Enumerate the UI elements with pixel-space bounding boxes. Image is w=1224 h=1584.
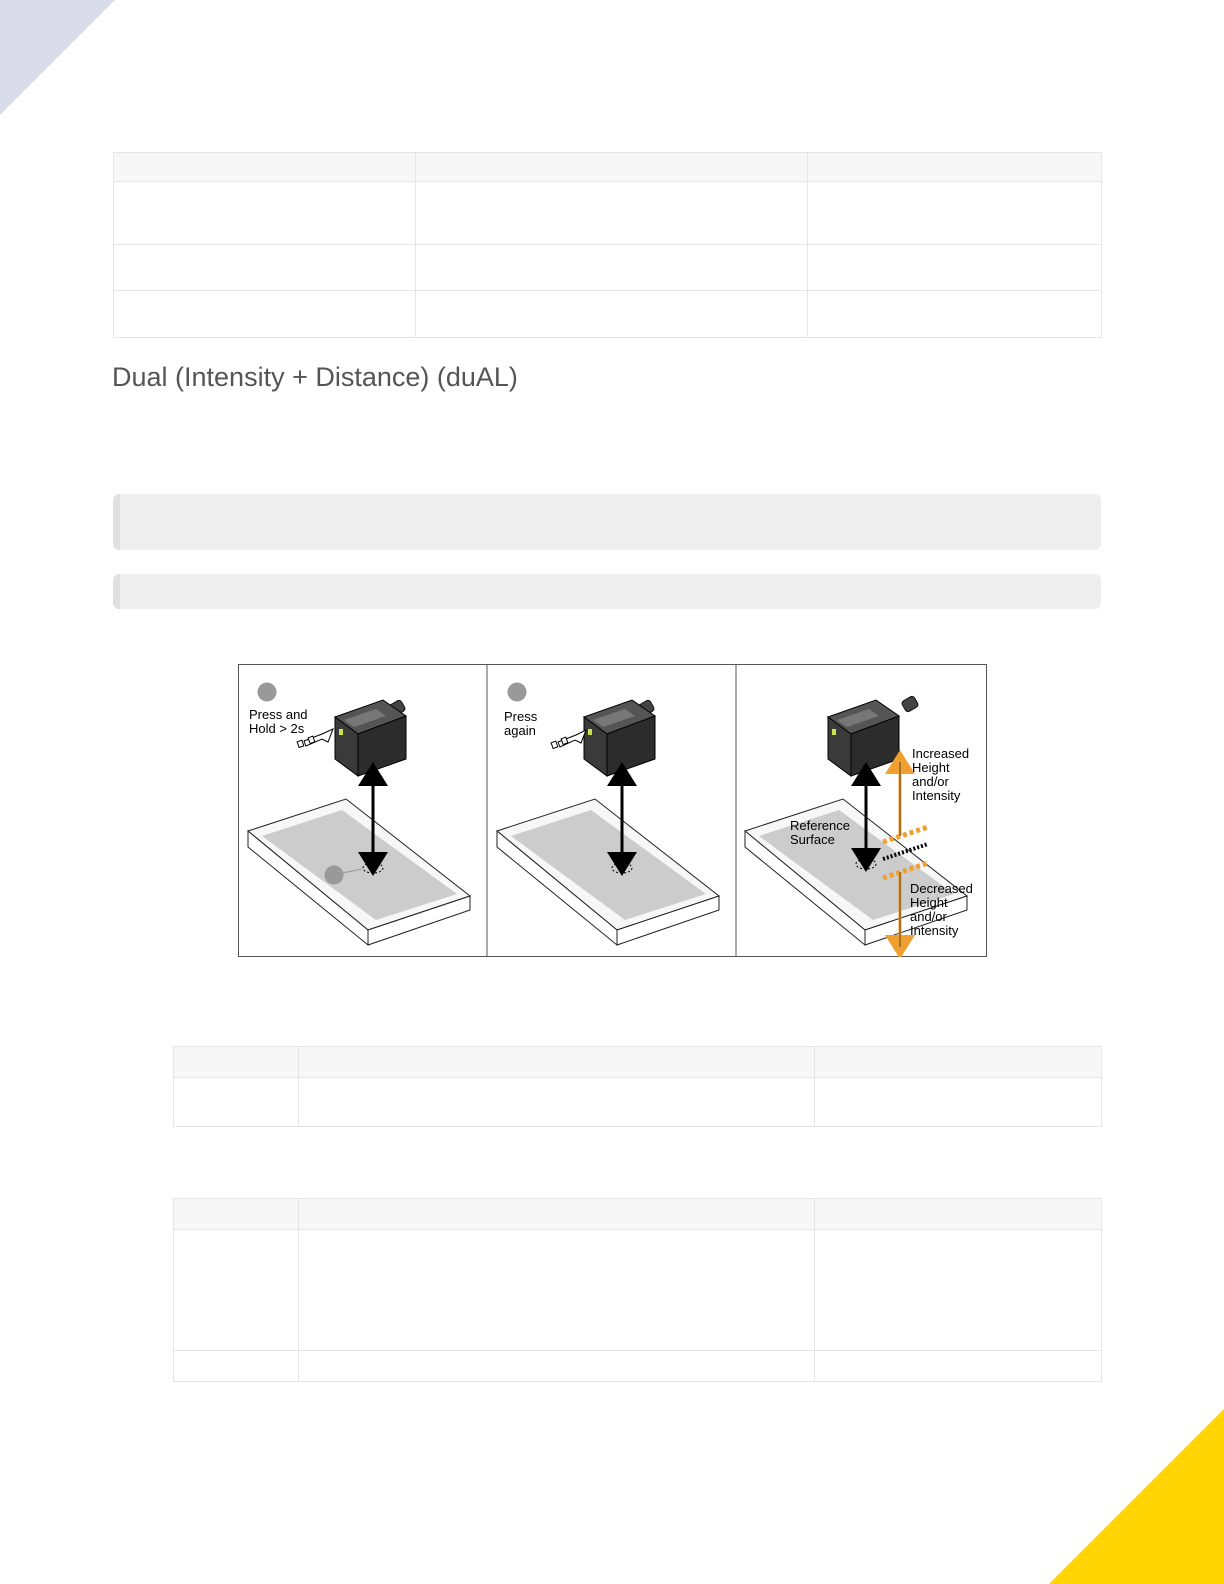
table-row bbox=[114, 182, 1102, 245]
table-cell bbox=[114, 291, 416, 338]
table-header-cell bbox=[808, 153, 1102, 182]
table-cell bbox=[416, 245, 808, 291]
step-number-badge bbox=[325, 866, 344, 885]
table-row bbox=[114, 245, 1102, 291]
table-header-cell bbox=[174, 1047, 299, 1078]
table-header-cell bbox=[114, 153, 416, 182]
corner-decoration-bottom-right bbox=[1049, 1409, 1224, 1584]
panel1-label-line1: Press and bbox=[249, 707, 308, 722]
table-cell bbox=[174, 1230, 299, 1351]
table-row bbox=[174, 1351, 1102, 1382]
reference-surface-label-line1: Reference bbox=[790, 818, 850, 833]
table-middle bbox=[173, 1046, 1102, 1127]
table-cell bbox=[416, 291, 808, 338]
table-cell bbox=[299, 1078, 815, 1127]
table-cell bbox=[174, 1351, 299, 1382]
table-row bbox=[174, 1078, 1102, 1127]
table-cell bbox=[815, 1230, 1102, 1351]
table-header-cell bbox=[299, 1047, 815, 1078]
increase-label-line4: Intensity bbox=[912, 788, 961, 803]
table-header-cell bbox=[815, 1199, 1102, 1230]
panel1-label-line2: Hold > 2s bbox=[249, 721, 305, 736]
increase-label-line3: and/or bbox=[912, 774, 949, 789]
step-number-badge bbox=[258, 683, 277, 702]
section-title: Dual (Intensity + Distance) (duAL) bbox=[112, 362, 518, 392]
note-box bbox=[113, 494, 1101, 550]
table-cell bbox=[808, 245, 1102, 291]
table-cell bbox=[299, 1351, 815, 1382]
increase-label-line1: Increased bbox=[912, 746, 970, 761]
table-cell bbox=[114, 245, 416, 291]
table-row bbox=[174, 1230, 1102, 1351]
teach-procedure-figure bbox=[238, 664, 987, 957]
table-cell bbox=[174, 1078, 299, 1127]
table-cell bbox=[808, 182, 1102, 245]
decrease-label-line3: and/or bbox=[910, 909, 947, 924]
table-bottom bbox=[173, 1198, 1102, 1382]
table-header-row bbox=[174, 1047, 1102, 1078]
table-header-row bbox=[114, 153, 1102, 182]
decrease-label-line4: Intensity bbox=[910, 923, 959, 938]
panel2-label-line1: Press bbox=[504, 709, 538, 724]
table-cell bbox=[299, 1230, 815, 1351]
panel2-label-line2: again bbox=[504, 723, 536, 738]
table-cell bbox=[815, 1078, 1102, 1127]
decrease-label-line1: Decreased bbox=[910, 881, 973, 896]
reference-surface-label-line2: Surface bbox=[790, 832, 835, 847]
table-cell bbox=[416, 182, 808, 245]
corner-decoration-top-left bbox=[0, 0, 115, 115]
table-header-cell bbox=[299, 1199, 815, 1230]
table-top bbox=[113, 152, 1102, 338]
table-cell bbox=[808, 291, 1102, 338]
decrease-label-line2: Height bbox=[910, 895, 948, 910]
table-header-cell bbox=[416, 153, 808, 182]
table-header-row bbox=[174, 1199, 1102, 1230]
table-cell bbox=[114, 182, 416, 245]
increase-label-line2: Height bbox=[912, 760, 950, 775]
table-header-cell bbox=[815, 1047, 1102, 1078]
note-box bbox=[113, 574, 1101, 609]
table-row bbox=[114, 291, 1102, 338]
step-number-badge bbox=[508, 683, 527, 702]
table-header-cell bbox=[174, 1199, 299, 1230]
table-cell bbox=[815, 1351, 1102, 1382]
